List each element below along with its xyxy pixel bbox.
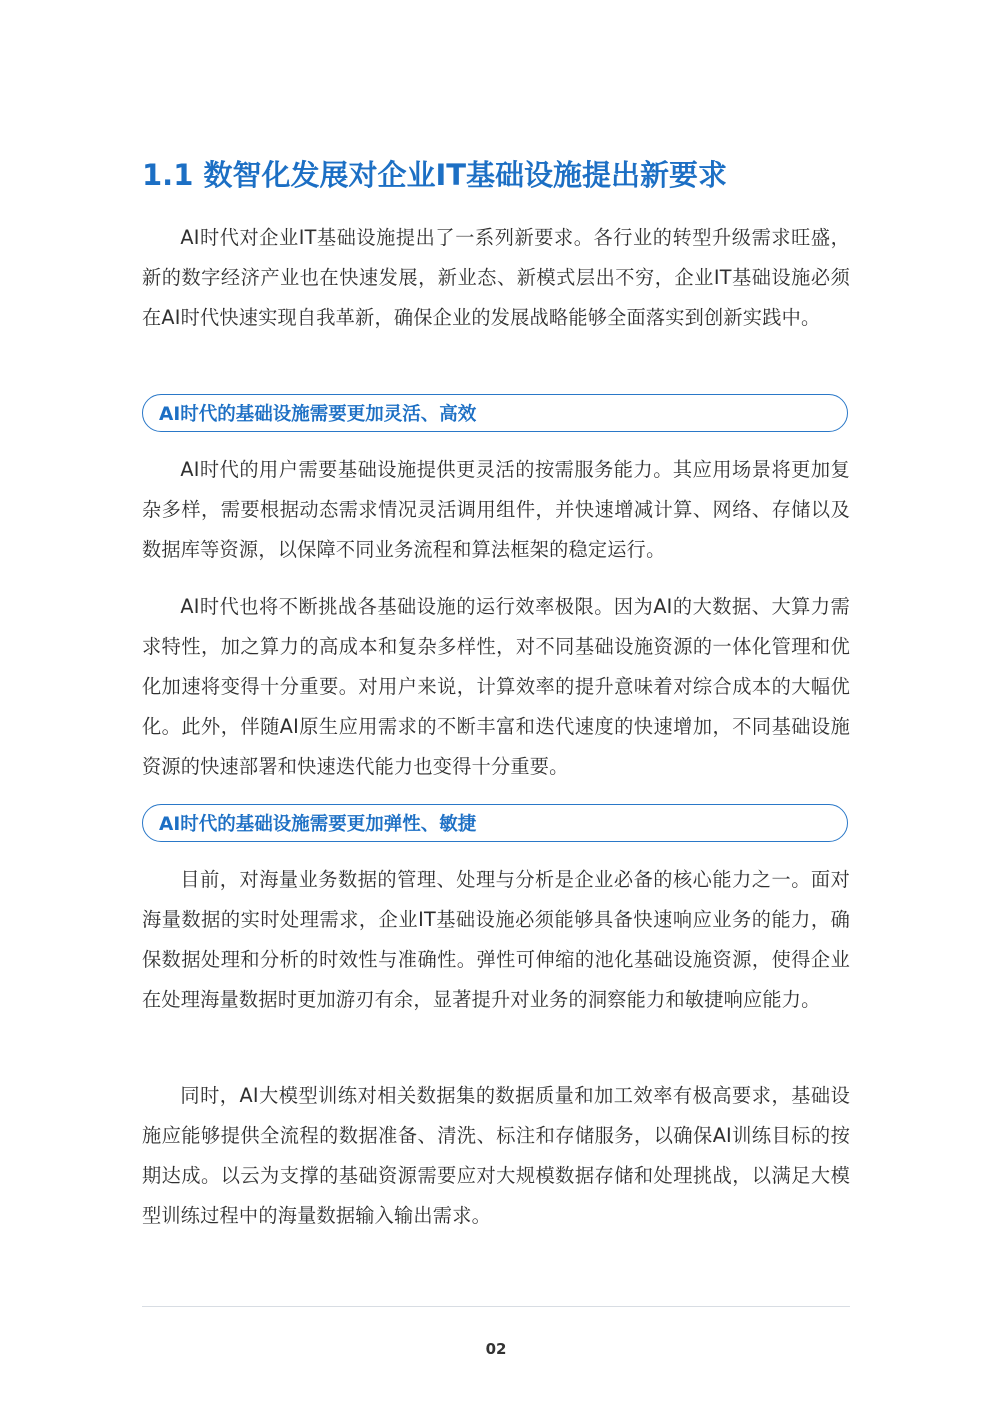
body-paragraph: AI时代的用户需要基础设施提供更灵活的按需服务能力。其应用场景将更加复杂多样，需要根据动态需求情况灵活调用组件，并快速增减计算、网络、存储以及数据库等资源，以保障不同业务流程和算法框架的稳定运行。 (142, 458, 850, 561)
page-number: 02 (485, 1340, 507, 1358)
body-paragraph: 同时，AI大模型训练对相关数据集的数据质量和加工效率有极高要求，基础设施应能够提供全流程的数据准备、清洗、标注和存储服务，以确保AI训练目标的按期达成。以云为支撑的基础资源需要应对大规模数据存储和处理挑战，以满足大模型训练过程中的海量数据输入输出需求。 (142, 1084, 850, 1227)
subsection-heading-flexible (142, 394, 848, 432)
footer-divider (142, 1306, 850, 1307)
subsection-heading-text: AI时代的基础设施需要更加灵活、高效 (159, 404, 477, 425)
body-paragraph: 目前，对海量业务数据的管理、处理与分析是企业必备的核心能力之一。面对海量数据的实时处理需求，企业IT基础设施必须能够具备快速响应业务的能力，确保数据处理和分析的时效性与准确性。弹性可伸缩的池化基础设施资源，使得企业在处理海量数据时更加游刃有余，显著提升对业务的洞察能力和敏捷响应能力。 (142, 868, 850, 1011)
section-title: 1.1 数智化发展对企业IT基础设施提出新要求 (142, 158, 728, 192)
intro-paragraph: AI时代对企业IT基础设施提出了一系列新要求。各行业的转型升级需求旺盛，新的数字经济产业也在快速发展，新业态、新模式层出不穷，企业IT基础设施必须在AI时代快速实现自我革新，确保企业的发展战略能够全面落实到创新实践中。 (142, 226, 850, 329)
subsection-heading-text: AI时代的基础设施需要更加弹性、敏捷 (159, 814, 477, 835)
subsection-heading-elastic (142, 804, 848, 842)
body-paragraph: AI时代也将不断挑战各基础设施的运行效率极限。因为AI的大数据、大算力需求特性，加之算力的高成本和复杂多样性，对不同基础设施资源的一体化管理和优化加速将变得十分重要。对用户来说，计算效率的提升意味着对综合成本的大幅优化。此外，伴随AI原生应用需求的不断丰富和迭代速度的快速增加，不同基础设施资源的快速部署和快速迭代能力也变得十分重要。 (142, 595, 850, 778)
